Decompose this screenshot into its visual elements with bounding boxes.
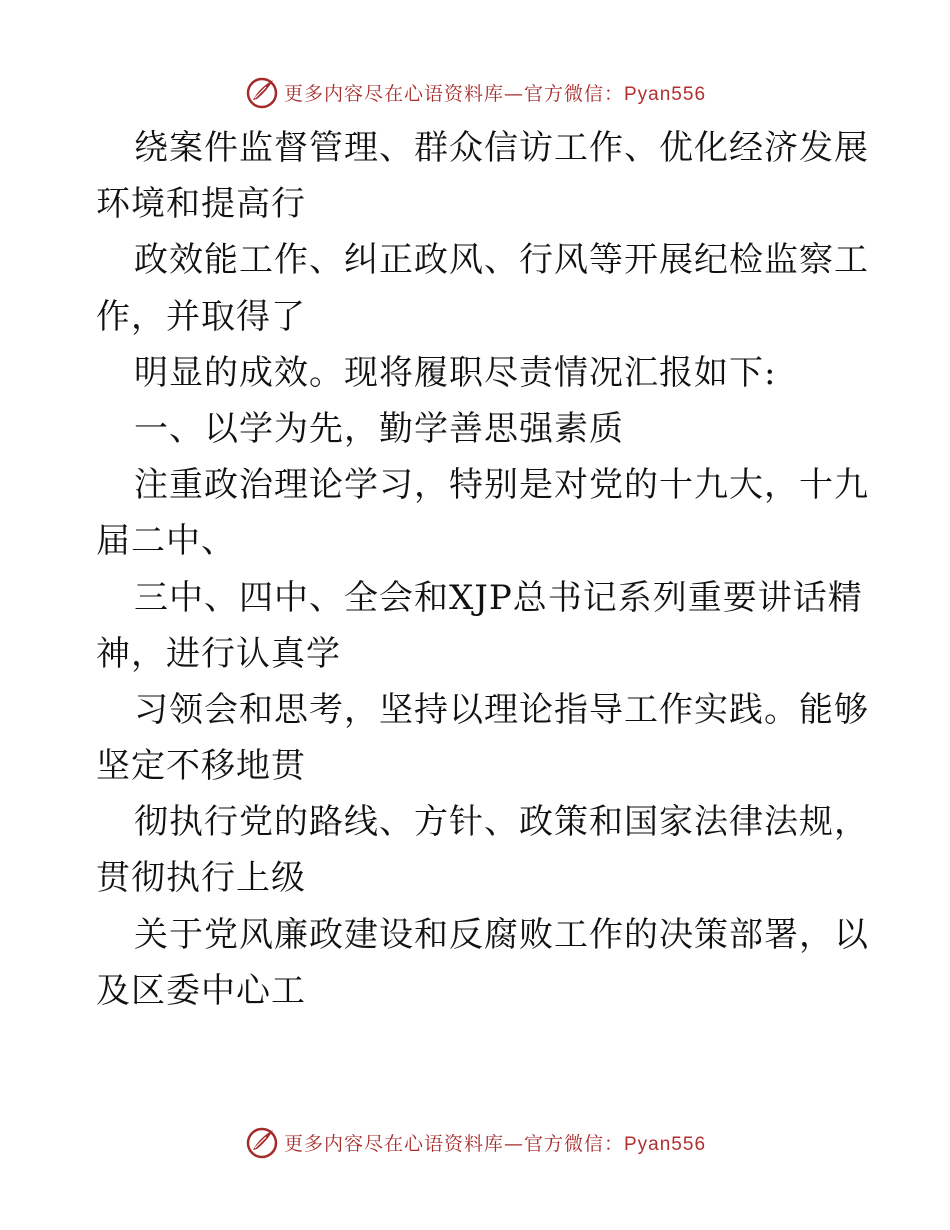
document-line: 届二中、 (96, 521, 236, 562)
watermark-text (284, 79, 706, 106)
quill-pen-logo-icon (244, 1124, 280, 1160)
document-line: 关于党风廉政建设和反腐败工作的决策部署，以 (134, 914, 869, 955)
watermark-label: 更多内容尽在心语资料库—官方微信： (283, 1132, 624, 1155)
document-line: 一、以学为先，勤学善思强素质 (134, 408, 624, 449)
document-line: 及区委中心工 (96, 970, 306, 1011)
document-line: 作，并取得了 (96, 296, 306, 337)
document-line: 彻执行党的路线、方针、政策和国家法律法规， (134, 802, 869, 843)
document-body (96, 120, 869, 1019)
watermark-wechat-id: Pyan556 (624, 83, 707, 105)
header-watermark (0, 72, 950, 112)
quill-pen-logo-icon (244, 74, 280, 110)
document-line: 神，进行认真学 (96, 633, 341, 674)
watermark-text (284, 1129, 706, 1156)
watermark-label: 更多内容尽在心语资料库—官方微信： (283, 82, 624, 105)
document-line: 政效能工作、纠正政风、行风等开展纪检监察工 (134, 240, 869, 281)
document-line: 坚定不移地贯 (96, 746, 306, 787)
footer-watermark (0, 1122, 950, 1162)
document-line: 绕案件监督管理、群众信访工作、优化经济发展 (134, 128, 869, 168)
watermark-wechat-id: Pyan556 (624, 1133, 707, 1155)
document-line: 环境和提高行 (96, 184, 306, 225)
document-line: 注重政治理论学习，特别是对党的十九大，十九 (134, 465, 869, 506)
document-line: 三中、四中、全会和XJP总书记系列重要讲话精 (134, 577, 863, 618)
document-line: 习领会和思考，坚持以理论指导工作实践。能够 (134, 689, 869, 730)
document-line: 明显的成效。现将履职尽责情况汇报如下: (134, 352, 777, 393)
document-line: 贯彻执行上级 (96, 858, 306, 899)
